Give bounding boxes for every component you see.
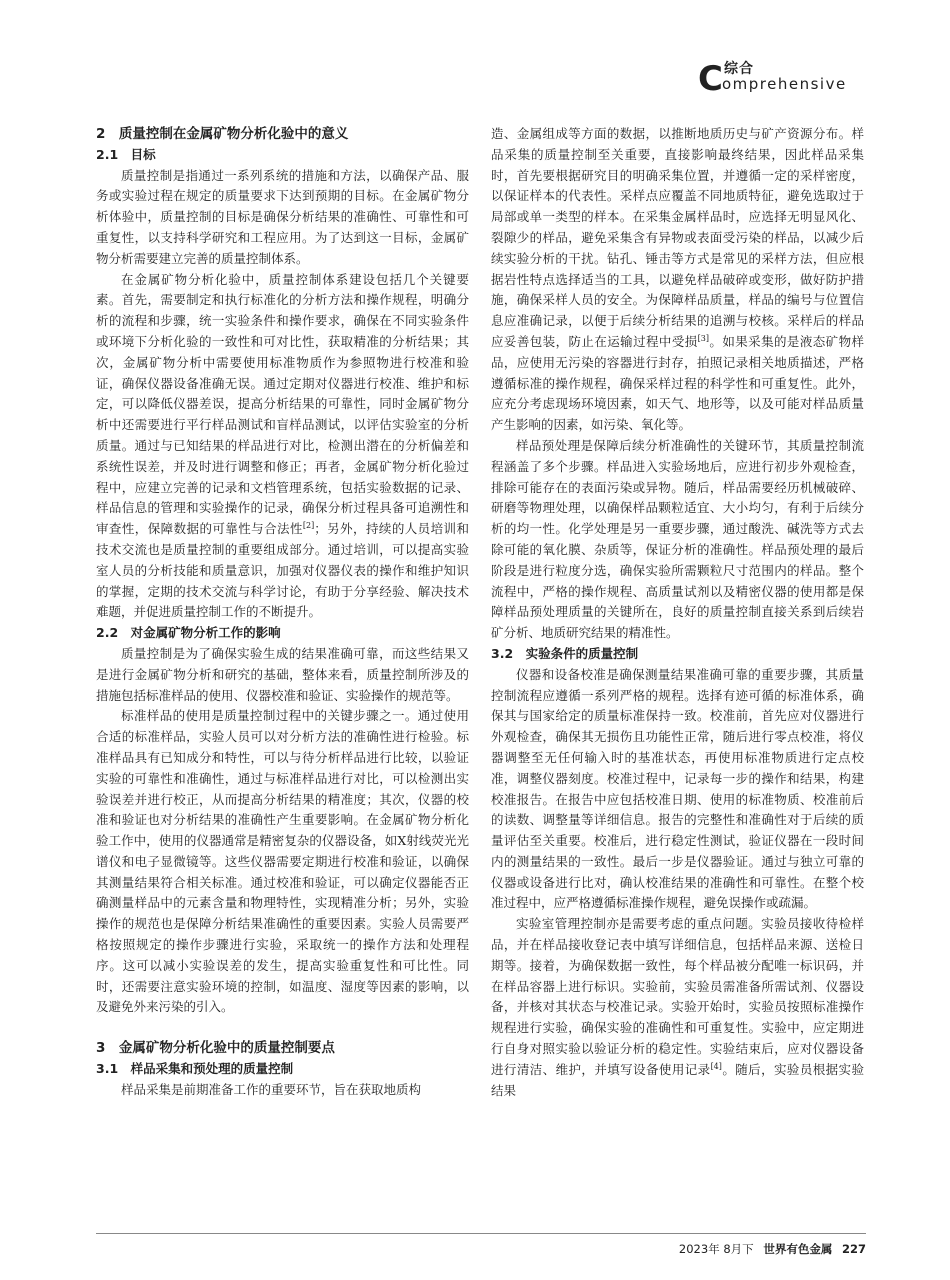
paragraph: 质量控制是为了确保实验生成的结果准确可靠，而这些结果又是进行金属矿物分析和研究的基础，整体来看，质量控制所涉及的措施包括标准样品的使用、仪器校准和验证、实验操作的规范等。	[96, 645, 469, 703]
paragraph: 样品采集是前期准备工作的重要环节，旨在获取地质构	[121, 1081, 422, 1097]
heading-3-1: 3.1 样品采集和预处理的质量控制	[96, 1061, 294, 1077]
left-column	[96, 124, 469, 1101]
paragraph: 仪器和设备校准是确保测量结果准确可靠的重要步骤，其质量控制流程应遵循一系列严格的规程。选择有迹可循的标准体系，确保其与国家给定的质量标准保持一致。校准前，首先应对仪器进行外观检查，确保其无损伤且功能性正常，随后进行零点校准，将仪器调整至无任何输入时的基准状态，再使用标准物质进行定点校准，调整仪器刻度。校准过程中，记录每一步的操作和结果，构建校准报告。在报告中应包括校准日期、使用的标准物质、校准前后的读数、调整量等详细信息。报告的完整性和准确性对于后续的质量评估至关重要。校准后，进行稳定性测试，验证仪器在一段时间内的测量结果的一致性。最后一步是仪器验证。通过与独立可靠的仪器或设备进行比对，确认校准结果的准确性和可靠性。在整个校准过程中，应严格遵循标准操作规程，避免误操作或疏漏。	[491, 666, 864, 911]
paragraph: 造、金属组成等方面的数据，以推断地质历史与矿产资源分布。样品采集的质量控制至关重要，直接影响最终结果，因此样品采集时，首先要根据研究目的明确采集位置，并遵循一定的采样密度，以保证样本的代表性。采样点应覆盖不同地质特征，避免选取过于局部或单一类型的样本。在采集金属样品时，应选择无明显风化、裂隙少的样品，避免采集含有异物或表面受污染的样品，以减少后续实验分析的干扰。钻孔、锤击等方式是常见的采样方法，但应根据岩性特点选择适当的工具，以避免样品破碎或变形，做好防护措施，确保采样人员的安全。为保障样品质量，样品的编号与位置信息应准确记录，以便于后续分析结果的追溯与校核。采样后的样品应妥善包装，防止在运输过程中受损[3]。如果采集的是液态矿物样品，应使用无污染的容器进行封存，拍照记录相关地质描述，严格遵循标准的操作规程，确保采样过程的科学性和可重复性。此外，应充分考虑现场环境因素，如天气、地形等，以及可能对样品质量产生影响的因素，如污染、氧化等。	[491, 126, 864, 433]
logo-c-mark: C	[698, 59, 723, 99]
right-column	[491, 124, 864, 1101]
paragraph: 实验室管理控制亦是需要考虑的重点问题。实验员接收待检样品，并在样品接收登记表中填写详细信息，包括样品来源、送检日期等。接着，为确保数据一致性，每个样品被分配唯一标识码，并在样品容器上进行标识。实验前，实验员需准备所需试剂、仪器设备，并核对其状态与校准记录。实验开始时，实验员按照标准操作规程进行实验，确保实验的准确性和可重复性。实验中，应定期进行自身对照实验以验证分析的稳定性。实验结束后，应对仪器设备进行清洁、维护，并填写设备使用记录[4]。随后，实验员根据实验结果	[491, 916, 864, 1098]
heading-2-1: 2.1 目标	[96, 146, 156, 162]
page-footer	[673, 1241, 866, 1257]
citation[interactable]: [4]	[710, 1061, 722, 1071]
paragraph: 质量控制是指通过一系列系统的措施和方法，以确保产品、服务或实验过程在规定的质量要求下达到预期的目标。在金属矿物分析体验中，质量控制的目标是确保分析结果的准确性、可靠性和可重复性，以支持科学研究和工程应用。为了达到这一目标，金属矿物分析需要建立完善的质量控制体系。	[96, 167, 469, 266]
section-title-cn: 综合	[724, 61, 754, 77]
heading-section-3: 3 金属矿物分析化验中的质量控制要点	[96, 1040, 335, 1057]
citation[interactable]: [2]	[302, 520, 315, 530]
journal-name: 世界有色金属	[763, 1242, 833, 1256]
paragraph: 样品预处理是保障后续分析准确性的关键环节，其质量控制流程涵盖了多个步骤。样品进入实验场地后，应进行初步外观检查，排除可能存在的表面污染或异物。随后，样品需要经历机械破碎、研磨等物理处理，以确保样品颗粒适宜、大小均匀，有利于后续分析的均一性。化学处理是另一重要步骤，通过酸洗、碱洗等方式去除可能的氧化膜、杂质等，保证分析的准确性。样品预处理的最后阶段是进行粒度分选，确保实验所需颗粒尺寸范围内的样品。整个流程中，严格的操作规程、高质量试剂以及精密仪器的使用都是保障样品预处理质量的关键所在，良好的质量控制直接关系到后续岩矿分析、地质研究结果的精准性。	[491, 437, 864, 641]
paragraph: 标准样品的使用是质量控制过程中的关键步骤之一。通过使用合适的标准样品，实验人员可以对分析方法的准确性进行检验。标准样品具有已知成分和特性，可以与待分析样品进行比较，以验证实验的可靠性和准确性，通过与标准样品进行对比，可以检测出实验误差并进行校正，从而提高分析结果的精准度；其次，仪器的校准和验证也对分析结果的准确性产生重要影响。在金属矿物分析化验工作中，使用的仪器通常是精密复杂的仪器设备，如X射线荧光光谱仪和电子显微镜等。这些仪器需要定期进行校准和验证，以确保其测量结果符合相关标准。通过校准和验证，可以确定仪器能否正确测量样品中的元素含量和物理特性，实现精准分析；另外，实验操作的规范也是保障分析结果准确性的重要因素。实验人员需要严格按照规定的操作步骤进行实验，采取统一的操作方法和处理程序。这可以减小实验误差的发生，提高实验重复性和可比性。同时，还需要注意实验环境的控制，如温度、湿度等因素的影响，以及避免外来污染的引入。	[96, 708, 469, 1015]
issue-date: 2023年 8月下	[678, 1242, 754, 1256]
section-logo	[698, 58, 858, 98]
footer-divider	[96, 1233, 866, 1234]
citation[interactable]: [3]	[697, 333, 709, 343]
page-number: 227	[841, 1242, 866, 1256]
heading-3-2: 3.2 实验条件的质量控制	[491, 645, 639, 661]
paragraph: 在金属矿物分析化验中，质量控制体系建设包括几个关键要素。首先，需要制定和执行标准化的分析方法和操作规程，明确分析的流程和步骤，统一实验条件和操作要求，确保在不同实验条件或环境下分析化验的一致性和可对比性，获取精准的分析结果；其次，金属矿物分析中需要使用标准物质作为参照物进行校准和验证，确保仪器设备准确无误。通过定期对仪器进行校准、维护和标定，可以降低仪器差误，提高分析结果的可靠性，同时金属矿物分析中还需要进行平行样品测试和盲样品测试，以评估实验室的分析质量。通过与已知结果的样品进行对比，检测出潜在的分析偏差和系统性误差，并及时进行调整和修正；再者，金属矿物分析化验过程中，应建立完善的记录和文档管理系统，包括实验数据的记录、样品信息的管理和实验操作的记录，确保分析过程具备可追溯性和审查性，保障数据的可靠性与合法性[2]；另外，持续的人员培训和技术交流也是质量控制的重要组成部分。通过培训，可以提高实验室人员的分析技能和质量意识，加强对仪器仪表的操作和维护知识的掌握，定期的技术交流与科学讨论，有助于分享经验、解决技术难题，并促进质量控制工作的不断提升。	[96, 271, 469, 620]
section-title-en: omprehensive	[722, 75, 847, 93]
heading-2-2: 2.2 对金属矿物分析工作的影响	[96, 625, 281, 641]
heading-section-2: 2 质量控制在金属矿物分析化验中的意义	[96, 126, 349, 142]
